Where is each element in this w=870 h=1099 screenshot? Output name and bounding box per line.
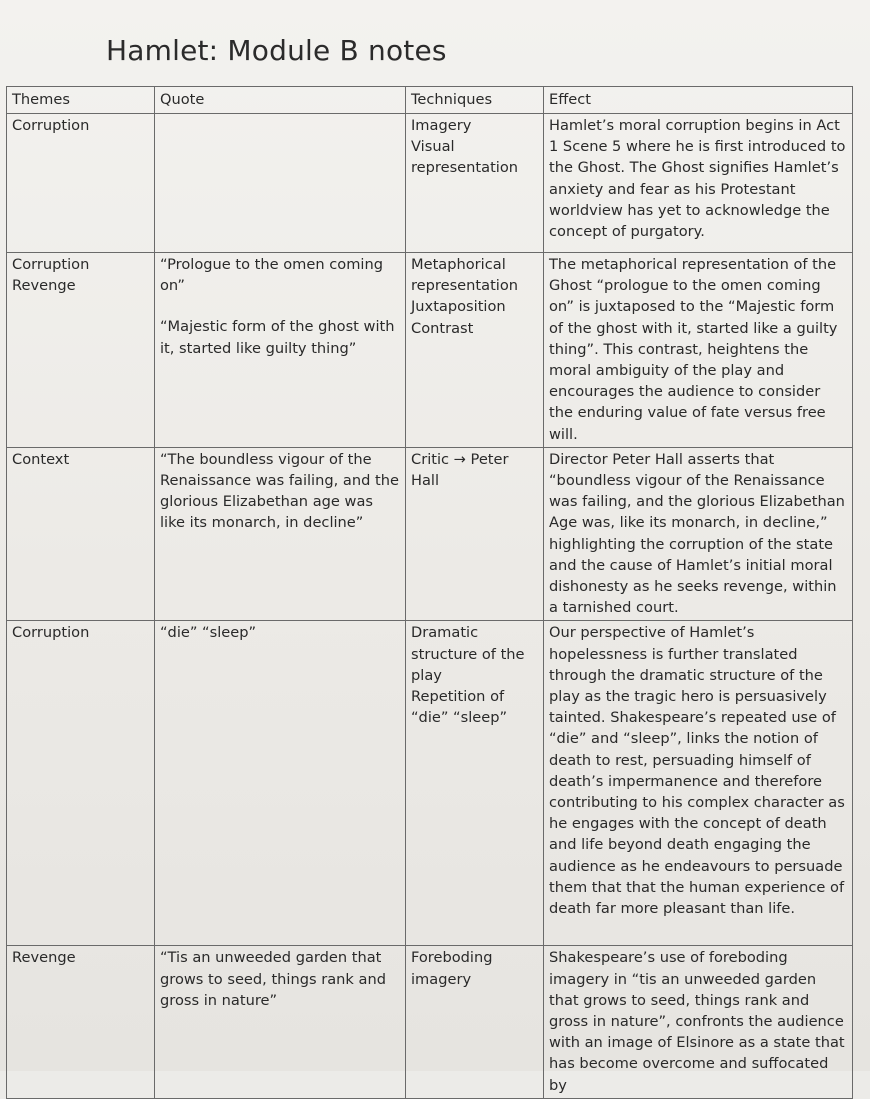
table-row [7,946,853,1098]
quote-cell [155,114,406,253]
table-row [7,114,853,253]
effect-cell: Shakespeare’s use of foreboding imagery in “tis an unweeded garden that grows to seed, things rank and gross in nature”, confronts the audience with an image of Elsinore as a state that has become overcome and suffocated by [544,946,853,1098]
table-row [7,447,853,621]
quote-cell [155,946,406,1098]
page-title: Hamlet: Module B notes [106,34,447,67]
themes-cell: Corruption Revenge [7,253,155,448]
quote-cell [155,621,406,946]
quote-text: “The boundless vigour of the Renaissance was failing, and the glorious Elizabethan age was like its monarch, in decline” [160,450,399,532]
quote-cell [155,447,406,621]
quote-text: “die” “sleep” [160,624,257,642]
table-row [7,621,853,946]
header-effect: Effect [544,87,853,114]
effect-cell: Director Peter Hall asserts that “boundless vigour of the Renaissance was failing, and the glorious Elizabethan Age was, like its monarch, in decline,” highlighting the corruption of the state and the cause of Hamlet’s initial moral dishonesty as he seeks revenge, within a tarnished court. [544,447,853,621]
header-quote: Quote [155,87,406,114]
themes-cell: Context [7,447,155,621]
techniques-cell: Critic → Peter Hall [406,447,544,621]
techniques-cell: Dramatic structure of the play Repetition of “die” “sleep” [406,621,544,946]
effect-cell: Our perspective of Hamlet’s hopelessness is further translated through the dramatic structure of the play as the tragic hero is persuasively tainted. Shakespeare’s repeated use of “die” and “sleep”, links the notion of death to rest, persuading himself of death’s impermanence and therefore contributing to his complex character as he engages with the concept of death and life beyond death engaging the audience as he endeavours to persuade them that that the human experience of death far more pleasant than life. [544,621,853,946]
effect-cell: The metaphorical representation of the Ghost “prologue to the omen coming on” is juxtaposed to the “Majestic form of the ghost with it, started like a guilty thing”. This contrast, heightens the moral ambiguity of the play and encourages the audience to consider the enduring value of fate versus free will. [544,253,853,448]
quote-cell [155,253,406,448]
techniques-cell: Foreboding imagery [406,946,544,1098]
themes-cell: Corruption [7,114,155,253]
techniques-cell: Imagery Visual representation [406,114,544,253]
header-themes: Themes [7,87,155,114]
notes-table [6,86,853,1099]
effect-cell: Hamlet’s moral corruption begins in Act 1 Scene 5 where he is first introduced to the Ghost. The Ghost signifies Hamlet’s anxiety and fear as his Protestant worldview has yet to acknowledge the concept of purgatory. [544,114,853,253]
table-row [7,253,853,448]
themes-cell: Corruption [7,621,155,946]
quote-text: “Majestic form of the ghost with it, started like guilty thing” [160,318,395,357]
table-header-row [7,87,853,114]
techniques-cell: Metaphorical representation Juxtaposition Contrast [406,253,544,448]
header-techniques: Techniques [406,87,544,114]
themes-cell: Revenge [7,946,155,1098]
quote-text: “Tis an unweeded garden that grows to seed, things rank and gross in nature” [160,949,386,1009]
quote-text: “Prologue to the omen coming on” [160,256,384,295]
